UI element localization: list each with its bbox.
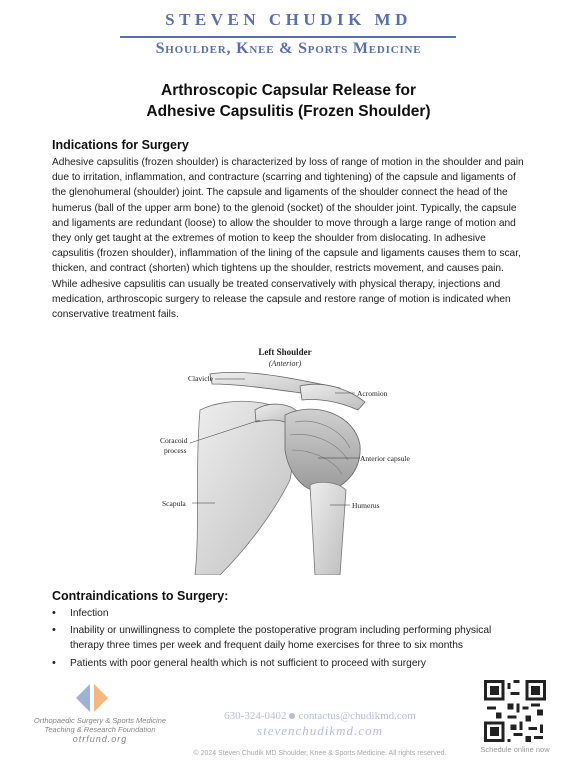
brand-name: STEVEN CHUDIK MD: [165, 10, 412, 29]
indications-heading: Indications for Surgery: [52, 138, 189, 152]
shoulder-anatomy-illustration: [150, 340, 420, 575]
title-line-2: Adhesive Capsulitis (Frozen Shoulder): [146, 103, 431, 120]
separator-dot-icon: [289, 713, 295, 719]
contraindications-list: [52, 606, 522, 673]
contraindications-heading: Contraindications to Surgery:: [52, 589, 229, 603]
list-item: • Inability or unwillingness to complete the postoperative program including performing physical therapy three times per week and frequent daily home exercises for three to six months: [52, 623, 522, 653]
indications-body: Adhesive capsulitis (frozen shoulder) is characterized by loss of range of motion in the shoulder and pain due to irritation, inflammation, and contracture (scarring and tightening) of the capsule and ligaments of the glenohumeral (shoulder) joint. The capsule and ligaments of the shoulder connect the head of the humerus (ball of the upper arm bone) to the glenoid (socket) of the shoulder joint. Typically, the capsule and ligaments are redundant (loose) to allow the shoulder to move through a large range of motion and they only get taught at the extremes of motion to keep the shoulder from dislocating. In adhesive capsulitis (frozen shoulder), inflammation of the lining of the capsule and ligaments causes them to scar, thicken, and contract (shorten) which tightens up the shoulder, restricts movement, and causes pain. While adhesive capsulitis can usually be treated conservatively with physical therapy, injections and medication, arthroscopic surgery to release the capsule and restore range of motion is indicated when conservative treatment fails.: [52, 157, 524, 321]
phone-number[interactable]: 630-324-0402: [224, 710, 287, 722]
brand-subtitle: Shoulder, Knee & Sports Medicine: [155, 40, 422, 57]
label-coracoid-line1: Coracoid: [160, 436, 188, 445]
foundation-name: [20, 716, 180, 744]
list-item: • Infection: [52, 606, 522, 621]
document-title: [0, 80, 577, 122]
label-clavicle: Clavicle: [188, 374, 213, 383]
contact-line: [180, 710, 460, 722]
foundation-logo-icon: [72, 682, 112, 714]
email-link[interactable]: contactus@chudikmd.com: [298, 710, 416, 722]
website-link[interactable]: stevenchudikmd.com: [257, 723, 383, 738]
title-line-1: Arthroscopic Capsular Release for: [161, 82, 416, 99]
label-scapula: Scapula: [162, 499, 186, 508]
label-coracoid-line2: process: [164, 446, 187, 455]
foundation-line-2: Teaching & Research Foundation: [44, 725, 156, 734]
label-acromion: Acromion: [357, 389, 388, 398]
label-anterior-capsule: Anterior capsule: [360, 454, 410, 463]
acromion-shape: [300, 384, 365, 410]
foundation-line-1: Orthopaedic Surgery & Sports Medicine: [33, 716, 167, 725]
scapula-shape: [195, 401, 300, 575]
brand-divider: [120, 36, 456, 38]
humerus-shape: [310, 482, 346, 575]
figure-subtitle: (Anterior): [268, 359, 302, 368]
label-humerus: Humerus: [352, 501, 380, 510]
copyright-notice: © 2024 Steven Chudik MD Shoulder, Knee & Sports Medicine. All rights reserved.: [193, 750, 447, 757]
figure-title: Left Shoulder: [258, 347, 312, 357]
qr-code-icon[interactable]: [484, 680, 546, 742]
foundation-website[interactable]: otrfund.org: [72, 734, 128, 744]
list-item: • Patients with poor general health which is not sufficient to proceed with surgery: [52, 656, 522, 671]
schedule-online-label: Schedule online now: [480, 745, 550, 754]
